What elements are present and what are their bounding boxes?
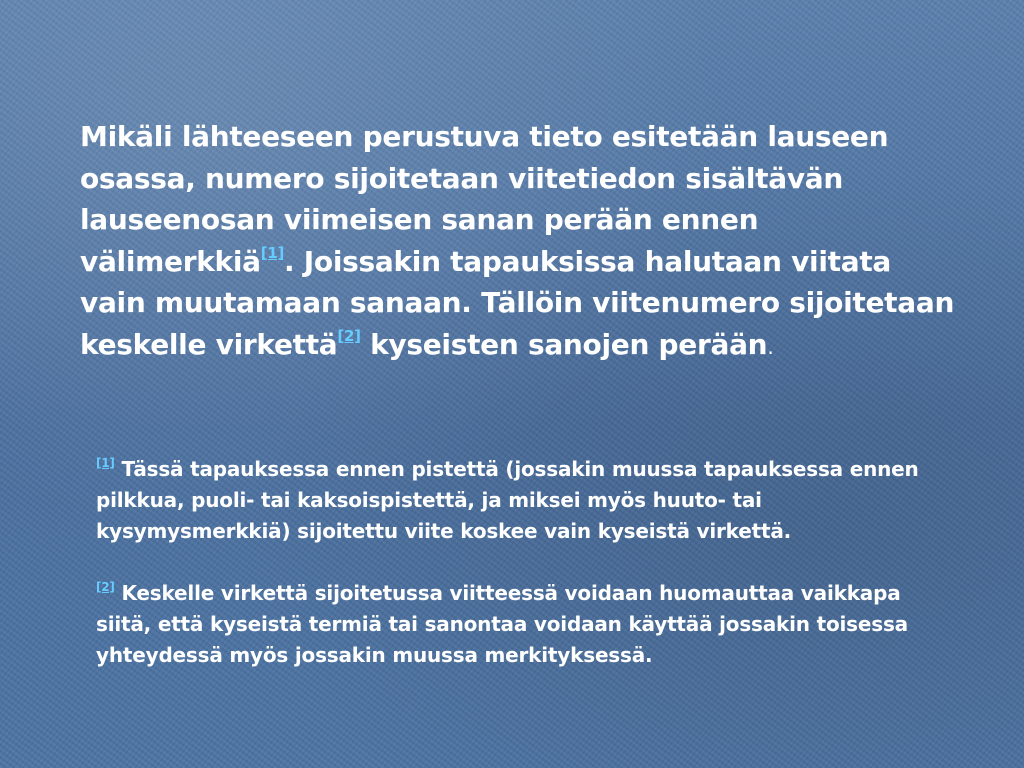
footnote-2-ref[interactable]: [2] [96, 580, 115, 594]
main-paragraph [80, 116, 960, 368]
main-text-part-3: kyseisten sanojen perään [360, 327, 768, 361]
footnotes [96, 454, 946, 671]
footnote-link-1[interactable]: [1] [260, 243, 285, 262]
footnote-1-ref[interactable]: [1] [96, 456, 115, 470]
footnote-link-2[interactable]: [2] [337, 326, 361, 345]
footnote-1-text: Tässä tapauksessa ennen pistettä (jossakin muussa tapauksessa ennen pilkkua, puoli- tai kaksoispistettä, ja miksei myös huuto- tai kysymysmerkkiä) sijoitettu viite koskee vain kyseistä virkettä. [96, 457, 919, 543]
footnote-2 [96, 578, 946, 671]
footnote-2-text: Keskelle virkettä sijoitetussa viitteessä voidaan huomauttaa vaikkapa siitä, että kyseistä termiä tai sanontaa voidaan käyttää jossakin toisessa yhteydessä myös jossakin muussa merkityksessä. [96, 581, 908, 667]
main-text-part-1: Mikäli lähteeseen perustuva tieto esitetään lauseen osassa, numero sijoitetaan viitetiedon sisältävän lauseenosan viimeisen sanan perään ennen välimerkkiä [80, 120, 889, 278]
main-text-period: . [767, 334, 774, 359]
footnote-1 [96, 454, 946, 547]
main-text-part-2: . Joissakin tapauksissa halutaan viitata vain muutamaan sanaan. Tällöin viitenumero sijoitetaan keskelle virkettä [80, 244, 955, 361]
